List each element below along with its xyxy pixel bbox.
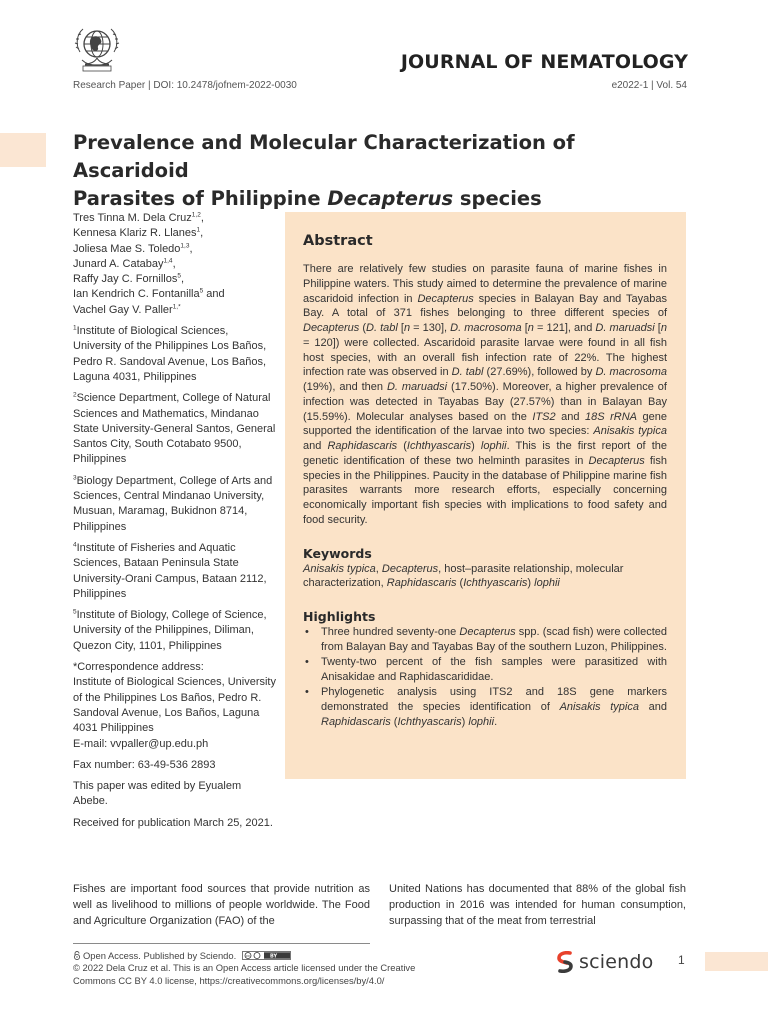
title-line-2-italic: Decapterus	[327, 187, 454, 210]
open-access-lock-icon	[73, 951, 81, 960]
author-name: Raffy Jay C. Fornillos	[73, 273, 178, 286]
highlights-list	[303, 625, 667, 730]
affiliation-1: $^1$Institute of Biological Sciences, University of the Philippines Los Baños, Pedro R. Sandoval Avenue, Los Baños, Laguna 4031, Philippines	[73, 324, 267, 383]
author-list: Tres Tinna M. Dela Cruz$^{1,2}$, Kennesa Klariz R. Llanes$^1$, Joliesa Mae S. Toledo$^{1,3}$, Junard A. Catabay$^{1,4}$, Raffy Jay C. Fornillos$^5$, Ian Kendrich C. Fontanilla$^5$ and Vachel Gay V. Paller$^{1,*}$	[73, 211, 225, 316]
society-emblem-icon	[73, 22, 121, 74]
copyright-license-text: © 2022 Dela Cruz et al. This is an Open Access article licensed under the Creative Commons CC BY 4.0 license, https://creativecommons.org/licenses/by/4.0/	[73, 962, 416, 986]
sciendo-logo[interactable]	[556, 949, 653, 974]
cc-by-badge-icon	[242, 951, 291, 960]
abstract-heading: Abstract	[303, 233, 373, 249]
editor-note: This paper was edited by Eyualem Abebe.	[73, 780, 242, 808]
paper-title	[73, 129, 693, 213]
highlight-item: • Phylogenetic analysis using ITS2 and 18S gene markers demonstrated the species identification of Anisakis typica and Raphidascaris (Ichthyascaris) lophii.	[303, 685, 667, 730]
correspondence-email-link[interactable]: E-mail: vvpaller@up.edu.ph	[73, 737, 209, 750]
abstract-text: There are relatively few studies on parasite fauna of marine fishes in Philippine waters. This study aimed to determine the prevalence of marine ascaridoid infection in Decapterus species in Balayan Bay and Tayabas Bay. A total of 371 fishes belonging to three different species of Decapterus (D. tabl [n = 130], D. macrosoma [n = 121], and D. maruadsi [n = 120]) were collected. Ascaridoid parasite larvae were found in all fish host species, with an overall fish infection rate of 22%. The highest infection rate was observed in D. tabl (27.69%), followed by D. macrosoma (19%), and then D. maruadsi (17.50%). Moreover, a higher prevalence of infection was detected in Tayabas Bay (27.57%) than in Balayan Bay (15.59%). Molecular analyses based on the ITS2 and 18S rRNA gene supported the identification of the larvae into two species: Anisakis typica and Raphidascaris (Ichthyascaris) lophii. This is the first report of the genetic identification of these two helminth parasites in Decapterus fish species in the Philippines. Paucity in the database of Philippine marine fish parasites warrants more research efforts, especially concerning economically important fish species with implications to food safety and food security.	[303, 263, 668, 526]
affiliation-4: $^4$Institute of Fisheries and Aquatic Sciences, Bataan Peninsula State University-Orani Campus, Bataan 2112, Philippines	[73, 541, 267, 600]
author-name: Junard A. Catabay	[73, 257, 164, 270]
publisher-name: sciendo	[579, 950, 654, 973]
keywords-heading: Keywords	[303, 545, 372, 561]
open-access-statement: Open Access. Published by Sciendo.	[83, 950, 237, 961]
highlight-item: • Three hundred seventy-one Decapterus spp. (scad fish) were collected from Balayan Bay and Tayabas Bay of the southern Luzon, Philippines.	[303, 625, 667, 655]
author-name: Kennesa Klariz R. Llanes	[73, 227, 197, 240]
article-doi: Research Paper | DOI: 10.2478/jofnem-2022-0030	[73, 80, 297, 91]
keywords-text: Anisakis typica, Decapterus, host–parasite relationship, molecular characterization, Raphidascaris (Ichthyascaris) lophii	[303, 562, 624, 590]
author-name: Tres Tinna M. Dela Cruz	[73, 212, 192, 224]
issue-volume: e2022-1 | Vol. 54	[611, 80, 687, 91]
body-text-right-column: United Nations has documented that 88% of the global fish production in 2016 was intended for human consumption, surpassing that of the meat from terrestrial	[389, 883, 686, 927]
author-name: Ian Kendrich C. Fontanilla	[73, 288, 200, 301]
page-number: 1	[678, 953, 685, 967]
affiliation-2: $^2$Science Department, College of Natural Sciences and Mathematics, Mindanao State University-General Santos, General Santos City, South Cotabato 9500, Philippines	[73, 391, 276, 466]
side-tab-decoration	[0, 133, 46, 167]
author-name: Joliesa Mae S. Toledo	[73, 242, 181, 255]
footer-divider	[73, 943, 370, 944]
abstract-box	[285, 212, 686, 779]
received-date: Received for publication March 25, 2021.	[73, 816, 273, 829]
footer-license-notes	[73, 950, 443, 987]
journal-title: JOURNAL OF NEMATOLOGY	[400, 51, 688, 73]
highlight-item: • Twenty-two percent of the fish samples were parasitized with Anisakidae and Raphidascarididae.	[303, 655, 667, 685]
title-line-2b: species	[453, 187, 542, 210]
author-info-column	[73, 211, 278, 837]
cc-by-license-badge[interactable]	[242, 951, 291, 960]
fax-number: Fax number: 63-49-536 2893	[73, 758, 216, 771]
affiliation-3: $^3$Biology Department, College of Arts and Sciences, Central Mindanao University, Musuan, Maramag, Bukidnon 8714, Philippines	[73, 474, 273, 533]
title-line-2a: Parasites of Philippine	[73, 187, 328, 210]
highlights-heading: Highlights	[303, 609, 376, 624]
body-text-left-column: Fishes are important food sources that provide nutrition as well as livelihood to millions of people worldwide. The Food and Agriculture Organization (FAO) of the	[73, 883, 370, 927]
svg-text:cc: cc	[245, 954, 250, 958]
author-name: Vachel Gay V. Paller	[73, 303, 173, 316]
side-tab-decoration	[705, 952, 768, 971]
svg-text:BY: BY	[269, 953, 277, 960]
affiliation-5: $^5$Institute of Biology, College of Science, University of the Philippines, Diliman, Quezon City, 1101, Philippines	[73, 608, 267, 652]
sciendo-s-mark-icon	[556, 951, 574, 973]
title-line-1: Prevalence and Molecular Characterization of Ascaridoid	[73, 131, 575, 182]
correspondence-address: *Correspondence address: Institute of Biological Sciences, University of the Philippines Los Baños, Pedro R. Sandoval Avenue, Los Baños, Laguna 4031 Philippines E-mail: vvpaller@up.edu.ph	[73, 660, 278, 752]
